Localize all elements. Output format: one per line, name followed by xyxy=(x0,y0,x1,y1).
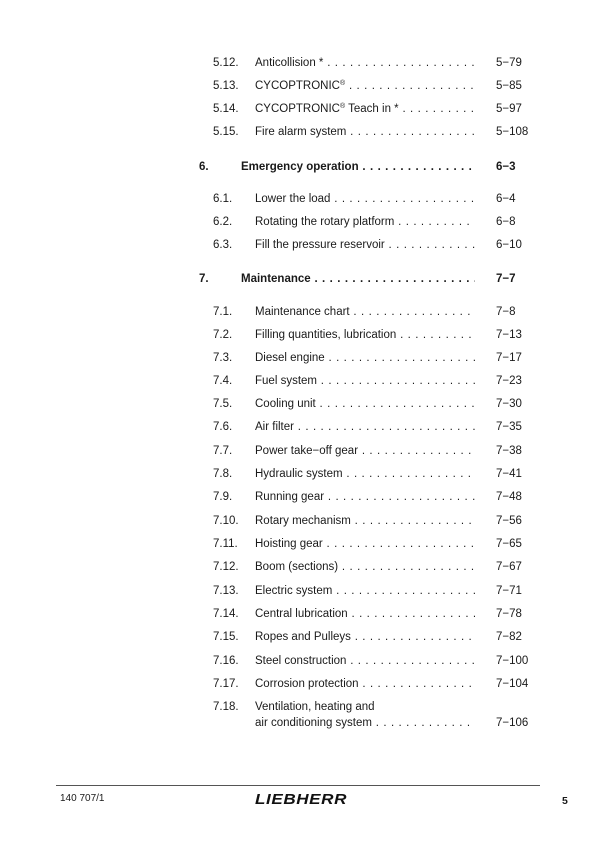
toc-entry-5-15[interactable] xyxy=(0,124,596,140)
chapter-number: 7. xyxy=(199,273,209,285)
toc-entry-6-1[interactable] xyxy=(0,191,596,207)
toc-title: Power take−off gear . . . xyxy=(255,443,475,459)
toc-title: Diesel engine . . . xyxy=(255,350,475,366)
toc-title: Fire alarm system . . . xyxy=(255,124,475,140)
toc-page: 7−65 xyxy=(496,538,522,550)
toc-page: 6−8 xyxy=(496,216,516,228)
toc-number: 5.13. xyxy=(213,80,239,92)
toc-title: Rotary mechanism . . . xyxy=(255,513,475,529)
toc-page: 7−100 xyxy=(496,655,529,667)
toc-entry-7-11[interactable] xyxy=(0,536,596,552)
chapter-title: Maintenance . . . xyxy=(241,271,475,287)
toc-title: air conditioning system . . . xyxy=(255,715,475,731)
toc-title: Fuel system . . . xyxy=(255,373,475,389)
toc-number: 7.15. xyxy=(213,631,239,643)
toc-page: 7−8 xyxy=(496,306,516,318)
toc-title: Cooling unit . . . xyxy=(255,396,475,412)
toc-number: 7.8. xyxy=(213,468,233,480)
toc-entry-7-13[interactable] xyxy=(0,583,596,599)
toc-title: Filling quantities, lubrication . . . xyxy=(255,327,475,343)
toc-title: Electric system . . . xyxy=(255,583,475,599)
toc-number: 5.14. xyxy=(213,103,239,115)
toc-number: 7.9. xyxy=(213,491,233,503)
toc-number: 7.6. xyxy=(213,421,233,433)
toc-title: Hoisting gear . . . xyxy=(255,536,475,552)
toc-number: 7.18. xyxy=(213,701,239,713)
toc-entry-7-18[interactable] xyxy=(0,699,596,731)
toc-title: Hydraulic system . . . xyxy=(255,466,475,482)
toc-chapter-6[interactable] xyxy=(0,159,596,175)
toc-page: 7−35 xyxy=(496,421,522,433)
toc-page: 7−71 xyxy=(496,585,522,597)
toc-number: 7.7. xyxy=(213,445,233,457)
brand-wordmark: LIEBHERR xyxy=(255,792,348,806)
toc-number: 6.3. xyxy=(213,239,233,251)
toc-number: 6.1. xyxy=(213,193,233,205)
toc-page: 7−67 xyxy=(496,561,522,573)
toc-title: Running gear . . . xyxy=(255,489,475,505)
toc-page: 6−4 xyxy=(496,193,516,205)
toc-title: Maintenance chart . . . xyxy=(255,304,475,320)
toc-page: 6−10 xyxy=(496,239,522,251)
toc-entry-7-17[interactable] xyxy=(0,676,596,692)
chapter-page: 7−7 xyxy=(496,273,516,285)
registered-mark: ® xyxy=(339,103,346,110)
toc-page: 7−78 xyxy=(496,608,522,620)
toc-number: 7.13. xyxy=(213,585,239,597)
toc-entry-5-14[interactable] xyxy=(0,101,596,117)
toc-title: Anticollision * . . . xyxy=(255,55,475,71)
toc-page: 5−79 xyxy=(496,57,522,69)
toc-page: 7−106 xyxy=(496,717,529,729)
toc-entry-7-15[interactable] xyxy=(0,629,596,645)
toc-entry-7-5[interactable] xyxy=(0,396,596,412)
toc-title: CYCOPTRONIC® Teach in * . . . xyxy=(255,101,475,117)
toc-entry-7-7[interactable] xyxy=(0,443,596,459)
toc-number: 7.11. xyxy=(213,538,238,550)
toc-title: CYCOPTRONIC® . . . xyxy=(255,78,475,94)
toc-page: 7−23 xyxy=(496,375,522,387)
toc-number: 5.12. xyxy=(213,57,239,69)
toc-number: 7.3. xyxy=(213,352,233,364)
chapter-page: 6−3 xyxy=(496,161,516,173)
toc-entry-6-3[interactable] xyxy=(0,237,596,253)
toc-number: 6.2. xyxy=(213,216,233,228)
toc-entry-7-1[interactable] xyxy=(0,304,596,320)
chapter-title: Emergency operation . . . xyxy=(241,159,475,175)
toc-page: 7−104 xyxy=(496,678,529,690)
toc-page: 7−48 xyxy=(496,491,522,503)
liebherr-logo xyxy=(254,792,348,806)
toc-title: Steel construction . . . xyxy=(255,653,475,669)
toc-page: 5−85 xyxy=(496,80,522,92)
toc-entry-7-6[interactable] xyxy=(0,419,596,435)
toc-entry-7-10[interactable] xyxy=(0,513,596,529)
toc-title: Corrosion protection . . . xyxy=(255,676,475,692)
toc-page: 7−38 xyxy=(496,445,522,457)
toc-number: 7.1. xyxy=(213,306,233,318)
toc-number: 7.10. xyxy=(213,515,239,527)
toc-number: 7.14. xyxy=(213,608,239,620)
toc-number: 7.12. xyxy=(213,561,239,573)
toc-title: Fill the pressure reservoir . . . xyxy=(255,237,475,253)
toc-page: 7−17 xyxy=(496,352,522,364)
toc-number: 5.15. xyxy=(213,126,239,138)
toc-title: Ropes and Pulleys . . . xyxy=(255,629,475,645)
document-number: 140 707/1 xyxy=(60,793,105,804)
toc-entry-7-2[interactable] xyxy=(0,327,596,343)
toc-entry-7-3[interactable] xyxy=(0,350,596,366)
toc-entry-7-4[interactable] xyxy=(0,373,596,389)
toc-title: Lower the load . . . xyxy=(255,191,475,207)
toc-title-line1: Ventilation, heating and xyxy=(255,701,375,713)
toc-entry-7-9[interactable] xyxy=(0,489,596,505)
toc-page: 7−82 xyxy=(496,631,522,643)
toc-chapter-7[interactable] xyxy=(0,271,596,287)
chapter-number: 6. xyxy=(199,161,209,173)
toc-page: 5−108 xyxy=(496,126,529,138)
toc-entry-7-8[interactable] xyxy=(0,466,596,482)
toc-title: Rotating the rotary platform . . . xyxy=(255,214,475,230)
toc-page: 5−97 xyxy=(496,103,522,115)
toc-entry-7-16[interactable] xyxy=(0,653,596,669)
toc-page: 7−13 xyxy=(496,329,522,341)
toc-entry-7-14[interactable] xyxy=(0,606,596,622)
footer-divider xyxy=(56,785,540,786)
toc-number: 7.16. xyxy=(213,655,239,667)
toc-number: 7.5. xyxy=(213,398,233,410)
toc-page: 7−30 xyxy=(496,398,522,410)
toc-entry-6-2[interactable] xyxy=(0,214,596,230)
toc-title: Air filter . . . xyxy=(255,419,475,435)
toc-page: 7−56 xyxy=(496,515,522,527)
toc-number: 7.2. xyxy=(213,329,233,341)
toc-entry-5-13[interactable] xyxy=(0,78,596,94)
toc-number: 7.17. xyxy=(213,678,239,690)
toc-entry-7-12[interactable] xyxy=(0,559,596,575)
toc-title: Central lubrication . . . xyxy=(255,606,475,622)
toc-title: Boom (sections) . . . xyxy=(255,559,475,575)
toc-page: 7−41 xyxy=(496,468,522,480)
toc-number: 7.4. xyxy=(213,375,233,387)
toc-entry-5-12[interactable] xyxy=(0,55,596,71)
registered-mark: ® xyxy=(339,80,346,87)
page-number: 5 xyxy=(562,795,568,807)
